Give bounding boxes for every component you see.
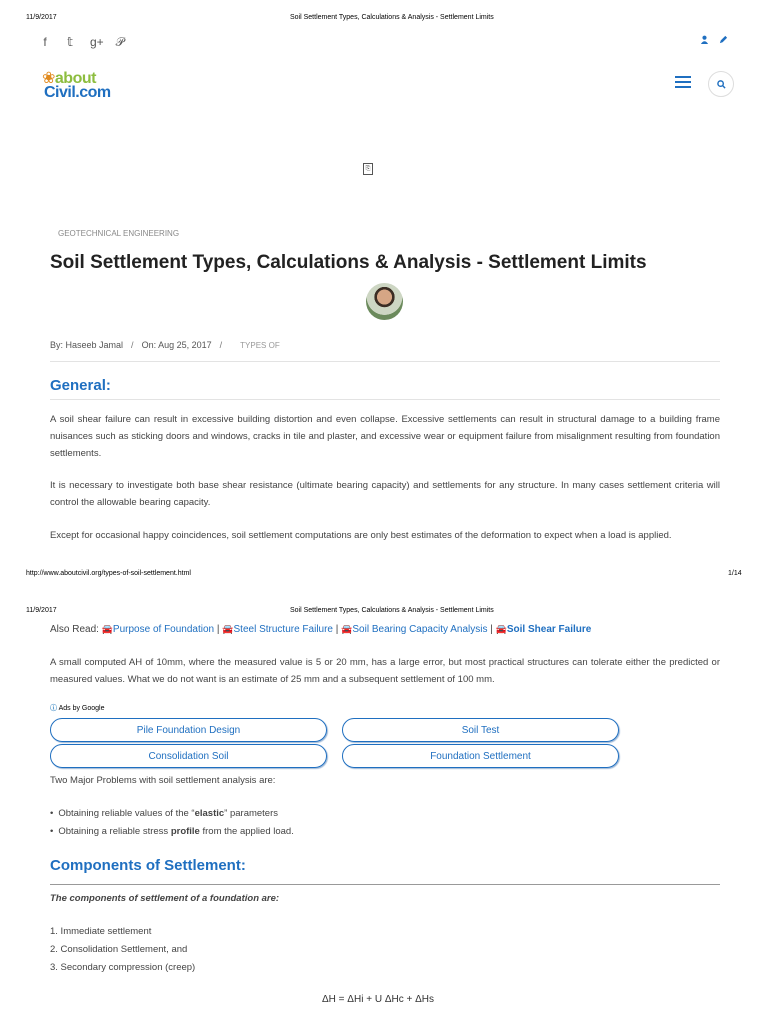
meta-separator: / bbox=[219, 340, 223, 350]
post-meta bbox=[50, 340, 280, 350]
author-avatar[interactable] bbox=[366, 283, 403, 320]
broken-image-icon: ⎘ bbox=[363, 163, 373, 175]
also-read-link[interactable]: Soil Bearing Capacity Analysis bbox=[352, 624, 488, 635]
section-heading-components: Components of Settlement: bbox=[50, 857, 246, 874]
search-icon bbox=[717, 80, 726, 89]
list-item: 2. Consolidation Settlement, and bbox=[50, 944, 188, 955]
logo-text-about: about bbox=[54, 70, 96, 87]
divider bbox=[50, 399, 720, 400]
facebook-icon[interactable]: f bbox=[43, 35, 47, 49]
settlement-equation: ΔH = ΔHi + U ΔHc + ΔHs bbox=[322, 994, 435, 1005]
menu-icon[interactable] bbox=[675, 76, 691, 89]
car-icon: 🚘 bbox=[222, 624, 234, 634]
google-plus-icon[interactable]: g+ bbox=[90, 35, 104, 49]
twitter-icon[interactable]: 𝕥 bbox=[67, 35, 73, 49]
ad-button[interactable]: Consolidation Soil bbox=[50, 744, 327, 768]
meta-separator: / bbox=[131, 340, 134, 350]
ads-label: Ads by Google bbox=[58, 705, 105, 712]
components-subheading: The components of settlement of a foundation are: bbox=[50, 893, 280, 904]
separator: | bbox=[335, 624, 339, 635]
also-read-link[interactable]: Soil Shear Failure bbox=[506, 624, 592, 635]
car-icon: 🚘 bbox=[341, 624, 353, 634]
list-item: • Obtaining a reliable stress profile from the applied load. bbox=[50, 823, 294, 841]
social-icons bbox=[40, 35, 125, 50]
car-icon: 🚘 bbox=[495, 624, 507, 634]
post-tag[interactable]: TYPES OF bbox=[240, 341, 280, 350]
pencil-icon[interactable] bbox=[719, 35, 728, 47]
paragraph: A small computed AH of 10mm, where the measured value is 5 or 20 mm, has a large error, but most practical structures can tolerate either the predicted or measured values. What we do not want is an estimate of 25 mm and a subsequent settlement of 100 mm. bbox=[50, 657, 720, 685]
pinterest-icon[interactable]: 𝒫 bbox=[115, 35, 125, 49]
print-title: Soil Settlement Types, Calculations & Analysis - Settlement Limits bbox=[290, 607, 494, 614]
car-icon: 🚘 bbox=[101, 624, 113, 634]
separator: | bbox=[490, 624, 493, 635]
paragraph: A soil shear failure can result in excessive building distortion and even collapse. Excessive settlements can result in structural damage to a building frame nuisances such as sticking doors and windows, cracks in tile and plaster, and excessive wear or equipment failure from misalignment resulting from foundation settlements. bbox=[50, 414, 720, 459]
header-actions bbox=[700, 35, 728, 47]
logo-text-civil: Civil.com bbox=[44, 84, 111, 101]
print-date: 11/9/2017 bbox=[26, 14, 57, 21]
also-read-link[interactable]: Purpose of Foundation bbox=[112, 624, 215, 635]
site-logo[interactable]: ❀about Civil.com bbox=[42, 70, 111, 101]
divider bbox=[50, 361, 720, 362]
print-page-number: 1/14 bbox=[728, 570, 742, 577]
category-label[interactable]: GEOTECHNICAL ENGINEERING bbox=[58, 229, 180, 238]
list-item: • Obtaining reliable values of the “elastic” parameters bbox=[50, 805, 294, 823]
author[interactable]: By: Haseeb Jamal bbox=[50, 340, 124, 350]
page-title: Soil Settlement Types, Calculations & Analysis - Settlement Limits bbox=[50, 252, 647, 273]
post-date: On: Aug 25, 2017 bbox=[141, 340, 212, 350]
search-button[interactable] bbox=[708, 71, 734, 97]
paragraph: It is necessary to investigate both base shear resistance (ultimate bearing capacity) and settlements for any structure. In many cases settlement criteria will control the allowable bearing capacity. bbox=[50, 480, 720, 508]
also-read bbox=[50, 624, 591, 635]
ads-by-google[interactable]: ⓘ Ads by Google bbox=[50, 705, 105, 712]
print-date: 11/9/2017 bbox=[26, 607, 57, 614]
user-icon[interactable] bbox=[700, 35, 709, 47]
paragraph: Except for occasional happy coincidences, soil settlement computations are only best estimates of the deformation to expect when a load is applied. bbox=[50, 530, 672, 541]
section-heading-general: General: bbox=[50, 377, 111, 394]
ad-button[interactable]: Foundation Settlement bbox=[342, 744, 619, 768]
list-item: 3. Secondary compression (creep) bbox=[50, 962, 196, 973]
also-read-link[interactable]: Steel Structure Failure bbox=[233, 624, 333, 635]
problems-list bbox=[50, 805, 294, 841]
print-title: Soil Settlement Types, Calculations & Analysis - Settlement Limits bbox=[290, 14, 494, 21]
ad-button[interactable]: Pile Foundation Design bbox=[50, 718, 327, 742]
problems-intro: Two Major Problems with soil settlement analysis are: bbox=[50, 775, 276, 786]
print-url: http://www.aboutcivil.org/types-of-soil-settlement.html bbox=[26, 570, 191, 577]
also-read-label: Also Read: bbox=[50, 624, 99, 635]
ad-button[interactable]: Soil Test bbox=[342, 718, 619, 742]
list-item: 1. Immediate settlement bbox=[50, 926, 152, 937]
divider bbox=[50, 884, 720, 885]
separator: | bbox=[216, 624, 220, 635]
